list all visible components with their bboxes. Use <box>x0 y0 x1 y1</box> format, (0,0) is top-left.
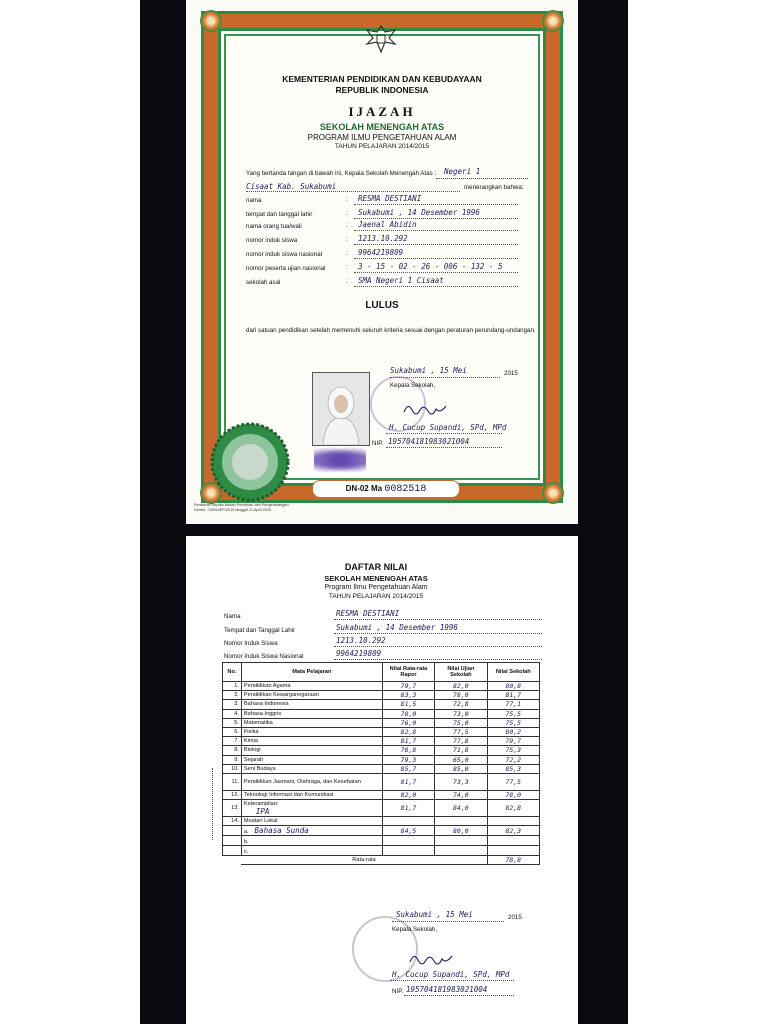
principal-nip: 195704181983021004 <box>388 437 470 446</box>
row-subject <box>241 800 382 817</box>
field-dotline <box>354 204 518 205</box>
row-number: 4. <box>223 709 242 718</box>
table-row <box>223 709 540 718</box>
row-number: 13. <box>223 800 242 817</box>
row-number: 1. <box>223 682 242 691</box>
row-subject <box>241 846 382 856</box>
grade-ujian: 77,8 <box>435 737 487 746</box>
grade-sheet-year: TAHUN PELAJARAN 2014/2015 <box>328 593 424 600</box>
intro-location-value: Cisaat Kab. Sukabumi <box>246 182 337 191</box>
muatan-subject <box>249 836 255 845</box>
grade-sekolah: 75,5 <box>487 718 539 727</box>
field-colon: : <box>346 250 348 257</box>
row-subject <box>241 790 382 799</box>
grade-field-dotline <box>334 633 542 634</box>
field-label: nomor induk siswa nasional <box>246 251 323 258</box>
ijazah-certificate <box>186 0 578 524</box>
grade-ujian: 82,0 <box>435 682 487 691</box>
grade-ujian: 85,0 <box>435 764 487 773</box>
muatan-subject <box>248 846 254 855</box>
row-number: 11. <box>223 773 242 790</box>
grade-rapor <box>382 846 434 856</box>
grade-empty <box>487 817 539 826</box>
subject-name: Pendidikan Kewarganegaraan <box>243 692 319 699</box>
passed-statement: dari satuan pendidikan setelah memenuhi seluruh kriteria sesuai dengan peraturan perundang-undangan. <box>246 327 536 334</box>
ministry-heading: KEMENTERIAN PENDIDIKAN DAN KEBUDAYAAN REPUBLIK INDONESIA <box>282 74 482 95</box>
row-subject <box>241 718 382 727</box>
school-type: SEKOLAH MENENGAH ATAS <box>319 122 445 132</box>
row-number: 2. <box>223 691 242 700</box>
field-label: nomor peserta ujian nasional <box>246 265 326 272</box>
subject-name: Keterampilan: <box>243 800 279 807</box>
grade-ujian: 65,0 <box>435 755 487 764</box>
row-number: 6. <box>223 727 242 736</box>
regulation-footer: Peraturan Kepala Badan Penelitian dan Pengembangan Nomor : 039/H/EP/2015 tanggal 21 April 2015 <box>194 503 289 512</box>
row-number: 5. <box>223 718 242 727</box>
principal-label: Kepala Sekolah, <box>390 382 436 389</box>
field-label: sekolah asal <box>246 279 281 286</box>
graduation-status: LULUS <box>365 300 399 311</box>
grade-sheet <box>186 536 578 1024</box>
subject-sub: IPA <box>255 806 270 816</box>
subject-name: Teknologi Informasi dan Komunikasi <box>243 791 334 798</box>
grade-sekolah: 82,3 <box>487 826 539 836</box>
row-number: 3. <box>223 700 242 709</box>
field-value: 3 - 15 - 02 - 26 - 006 - 132 - 5 <box>358 262 503 271</box>
grade-principal-signature <box>408 950 454 968</box>
header-no: No. <box>223 663 242 682</box>
field-value: Jaenal Abidin <box>358 220 417 229</box>
grade-rapor: 85,7 <box>382 764 434 773</box>
principal-signature <box>402 400 448 418</box>
table-header-row <box>223 663 540 682</box>
average-row <box>223 856 540 865</box>
grade-ujian: 73,0 <box>435 709 487 718</box>
grade-rapor: 81,7 <box>382 737 434 746</box>
grade-sekolah <box>487 846 539 856</box>
grade-rapor: 81,5 <box>382 700 434 709</box>
table-row <box>223 773 540 790</box>
serial-number-box <box>312 480 460 498</box>
grade-empty <box>382 817 434 826</box>
grade-nip-label: NIP. <box>392 988 404 995</box>
grade-ujian: 73,3 <box>435 773 487 790</box>
student-photo <box>312 372 370 446</box>
grade-rapor: 79,7 <box>382 682 434 691</box>
field-label: tempat dan tanggal lahir <box>246 211 313 218</box>
thumbprint <box>314 446 366 474</box>
grade-rapor: 78,8 <box>382 746 434 755</box>
intro-tail-text: menerangkan bahwa: <box>464 184 524 191</box>
grade-ujian: 77,5 <box>435 727 487 736</box>
grade-rapor: 82,0 <box>382 790 434 799</box>
grade-rapor: 76,0 <box>382 718 434 727</box>
grade-sekolah: 85,3 <box>487 764 539 773</box>
row-subject <box>241 709 382 718</box>
row-number: 10. <box>223 764 242 773</box>
grade-sekolah <box>487 836 539 846</box>
field-value: SMA Negeri 1 Cisaat <box>358 276 444 285</box>
field-label: nama orang tua/wali <box>246 223 302 230</box>
average-label: Rata-rata <box>241 856 487 865</box>
grade-field-value: 9964219809 <box>336 649 382 658</box>
intro-text: Yang bertanda tangan di bawah ini, Kepala Sekolah Menengah Atas : <box>246 170 437 177</box>
grade-field-value: Sukabumi , 14 Desember 1996 <box>336 623 458 632</box>
grade-empty <box>435 817 487 826</box>
field-value: Sukabumi , 14 Desember 1996 <box>358 208 480 217</box>
table-row <box>223 737 540 746</box>
table-row <box>223 790 540 799</box>
row-subject <box>241 755 382 764</box>
average-value: 78,8 <box>487 856 539 865</box>
field-value: 1213.10.292 <box>358 234 408 243</box>
row-subject <box>241 682 382 691</box>
field-label: nama <box>246 197 262 204</box>
row-subject <box>241 836 382 846</box>
muatan-subject: Bahasa Sunda <box>254 826 309 836</box>
muatan-letter: b. <box>243 839 249 846</box>
muatan-letter: c. <box>243 849 249 856</box>
field-dotline <box>354 218 518 219</box>
table-row <box>223 846 540 856</box>
field-colon: : <box>346 222 348 229</box>
grade-principal-nip: 195704181983021004 <box>406 985 488 994</box>
table-row <box>223 826 540 836</box>
grade-rapor: 78,0 <box>382 709 434 718</box>
table-row <box>223 800 540 817</box>
subject-name: Fisika <box>243 729 259 736</box>
field-dotline <box>354 258 518 259</box>
subject-name: Bahasa Indonesia <box>243 701 289 708</box>
grade-sekolah: 82,8 <box>487 800 539 817</box>
serial-prefix: DN-02 Ma <box>345 484 383 493</box>
row-number <box>223 836 242 846</box>
field-dotline <box>354 244 518 245</box>
grade-ujian <box>435 836 487 846</box>
grade-rapor: 81,7 <box>382 800 434 817</box>
grade-ujian: 72,8 <box>435 700 487 709</box>
grade-ujian: 74,0 <box>435 790 487 799</box>
grade-sekolah: 77,1 <box>487 700 539 709</box>
field-dotline <box>354 272 518 273</box>
grade-sekolah: 79,7 <box>487 737 539 746</box>
right-black-margin <box>578 0 628 1024</box>
grade-ujian <box>435 846 487 856</box>
nip-label: NIP. <box>372 440 384 447</box>
grade-field-label: Tempat dan Tanggal Lahir <box>224 627 296 634</box>
row-subject: Muatan Lokal <box>241 817 382 826</box>
grade-principal-label: Kepala Sekolah, <box>392 926 438 933</box>
grade-ujian: 84,0 <box>435 800 487 817</box>
principal-name: H. Cucup Supandi, SPd, MPd <box>389 423 507 432</box>
grade-field-label: Nomor Induk Siswa <box>224 640 278 647</box>
issue-year: 2015 <box>504 370 518 377</box>
field-colon: : <box>346 196 348 203</box>
field-dotline <box>354 230 518 231</box>
grade-table <box>222 662 540 865</box>
grade-sekolah: 78,0 <box>487 790 539 799</box>
field-colon: : <box>346 236 348 243</box>
row-subject <box>241 773 382 790</box>
grade-ujian: 78,0 <box>435 691 487 700</box>
row-subject <box>241 691 382 700</box>
grade-place-date: Sukabumi , 15 Mei <box>396 910 473 919</box>
page-gap <box>186 524 578 536</box>
grade-field-value: 1213.10.292 <box>336 636 386 645</box>
field-colon: : <box>346 264 348 271</box>
table-row <box>223 718 540 727</box>
row-number: 9. <box>223 755 242 764</box>
grade-sekolah: 81,7 <box>487 691 539 700</box>
table-row <box>223 700 540 709</box>
grade-field-dotline <box>334 646 542 647</box>
row-subject <box>241 826 382 836</box>
subject-name: Pendidikan Jasmani, Olahraga, dan Kesehatan <box>243 778 361 785</box>
row-subject <box>241 737 382 746</box>
corner-ornament-icon <box>542 482 564 504</box>
table-row <box>223 691 540 700</box>
subject-name: Sejarah <box>243 756 264 763</box>
field-colon: : <box>346 210 348 217</box>
intro-school-value: Negeri 1 <box>444 167 481 176</box>
table-row <box>223 682 540 691</box>
row-subject <box>241 746 382 755</box>
field-value: 9964219809 <box>358 248 404 257</box>
grade-sekolah: 80,2 <box>487 727 539 736</box>
row-number: 7. <box>223 737 242 746</box>
grade-field-value: RESMA DESTIANI <box>336 609 400 618</box>
field-label: nomor induk siswa <box>246 237 298 244</box>
grade-principal-name: H. Cucup Supandi, SPd, MPd <box>392 970 510 979</box>
grade-field-label: Nama <box>224 613 241 620</box>
subject-name: Matematika <box>243 719 273 726</box>
grade-rapor: 82,8 <box>382 727 434 736</box>
subject-name: Seni Budaya <box>243 765 276 772</box>
header-sekolah: Nilai Sekolah <box>487 663 539 682</box>
program-name: PROGRAM ILMU PENGETAHUAN ALAM <box>307 133 457 142</box>
row-number: 12. <box>223 790 242 799</box>
row-subject <box>241 700 382 709</box>
grade-sheet-program: Program Ilmu Pengetahuan Alam <box>324 584 428 591</box>
grade-ujian: 80,0 <box>435 826 487 836</box>
serial-number: 0082518 <box>384 484 427 495</box>
green-seal-icon <box>208 420 292 504</box>
grade-sekolah: 72,2 <box>487 755 539 764</box>
row-subject <box>241 764 382 773</box>
grade-sheet-title: DAFTAR NILAI <box>344 562 408 572</box>
left-black-margin <box>140 0 186 1024</box>
garuda-emblem-icon <box>361 22 401 56</box>
subject-name: Pendidikan Agama <box>243 683 291 690</box>
corner-ornament-icon <box>542 10 564 32</box>
table-row <box>223 817 540 826</box>
certificate-title: IJAZAH <box>348 104 416 119</box>
row-number: 8. <box>223 746 242 755</box>
row-number <box>223 826 242 836</box>
table-row <box>223 836 540 846</box>
grade-issue-year: 2015 <box>508 914 522 921</box>
table-row <box>223 727 540 736</box>
grade-rapor: 79,3 <box>382 755 434 764</box>
grade-sekolah: 75,3 <box>487 746 539 755</box>
row-number <box>223 846 242 856</box>
grade-field-label: Nomor Induk Siswa Nasional <box>224 653 304 660</box>
field-dotline <box>354 286 518 287</box>
row-subject <box>241 727 382 736</box>
academic-year: TAHUN PELAJARAN 2014/2015 <box>334 143 430 150</box>
grade-ujian: 71,8 <box>435 746 487 755</box>
header-rapor: Nilai Rata-rata Rapor <box>382 663 434 682</box>
table-row <box>223 764 540 773</box>
grade-sekolah: 77,5 <box>487 773 539 790</box>
table-row <box>223 746 540 755</box>
grade-rapor: 83,3 <box>382 691 434 700</box>
grade-rapor: 84,5 <box>382 826 434 836</box>
corner-ornament-icon <box>200 10 222 32</box>
place-date: Sukabumi , 15 Mei <box>390 366 467 375</box>
grade-sekolah: 80,8 <box>487 682 539 691</box>
blank-cell <box>223 856 242 865</box>
field-colon: : <box>346 278 348 285</box>
muatan-letter: a. <box>243 829 249 836</box>
grade-rapor: 81,7 <box>382 773 434 790</box>
field-value: RESMA DESTIANI <box>358 194 422 203</box>
subject-name: Bahasa Inggris <box>243 710 282 717</box>
row-number: 14. <box>223 817 242 826</box>
grade-field-dotline <box>334 659 542 660</box>
subject-name: Biologi <box>243 747 261 754</box>
subject-name: Kimia <box>243 738 258 745</box>
grade-ujian: 75,0 <box>435 718 487 727</box>
grade-rapor <box>382 836 434 846</box>
grade-sekolah: 75,5 <box>487 709 539 718</box>
header-subject: Mata Pelajaran <box>241 663 382 682</box>
header-ujian: Nilai Ujian Sekolah <box>435 663 487 682</box>
table-row <box>223 755 540 764</box>
grade-field-dotline <box>334 619 542 620</box>
grade-sheet-school-type: SEKOLAH MENENGAH ATAS <box>324 574 428 583</box>
